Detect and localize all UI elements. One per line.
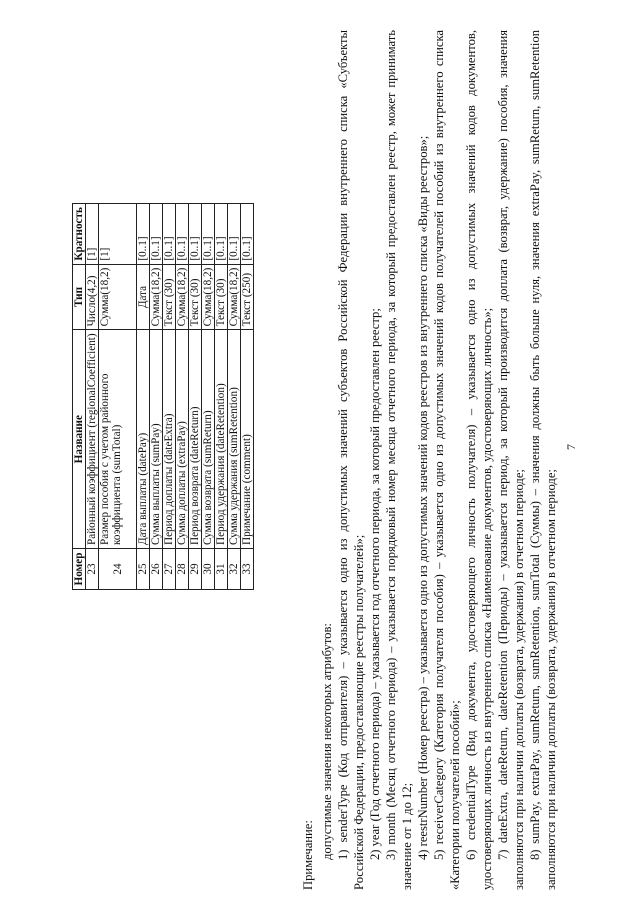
header-number: Номер — [73, 549, 86, 590]
row-number: 23 — [86, 549, 99, 590]
row-multiplicity: [0..1] — [176, 204, 189, 265]
table-row — [163, 204, 176, 590]
row-name: Период возврата (dateReturn) — [189, 330, 202, 549]
table-row — [150, 204, 163, 590]
row-type: Текст (30) — [215, 264, 228, 330]
header-type: Тип — [73, 264, 86, 330]
row-name: Сумма доплаты (extraPay) — [176, 330, 189, 549]
row-type: Текст (250) — [241, 264, 254, 330]
note-item: 5) receiverCategory (Категория получателя пособия) – указывается одно из допустимых значений кодов получателей пособий из внутреннего списка «Категории получателей пособий»; — [432, 30, 462, 890]
row-type: Сумма(18,2) — [99, 264, 137, 330]
row-number: 25 — [137, 549, 150, 590]
row-number: 32 — [228, 549, 241, 590]
header-multiplicity: Кратность — [73, 204, 86, 265]
table-row — [189, 204, 202, 590]
table-header-row — [73, 204, 86, 590]
table-row — [215, 204, 228, 590]
row-name: Дата выплаты (datePay) — [137, 330, 150, 549]
row-name: Районный коэффициент (regionalCoefficient) — [86, 330, 99, 549]
row-type: Сумма(18,2) — [202, 264, 215, 330]
row-multiplicity: [0..1] — [163, 204, 176, 265]
row-multiplicity: [1] — [86, 204, 99, 265]
row-number: 33 — [241, 549, 254, 590]
row-type: Число(4,2) — [86, 264, 99, 330]
row-type: Сумма(18,2) — [150, 264, 163, 330]
row-number: 31 — [215, 549, 228, 590]
row-number: 28 — [176, 549, 189, 590]
table-row — [176, 204, 189, 590]
row-name: Сумма удержания (sumRetention) — [228, 330, 241, 549]
header-name: Название — [73, 330, 86, 549]
row-number: 26 — [150, 549, 163, 590]
note-item: 2) year (Год отчетного периода) – указывается год отчетного периода, за который предоставлен реестр; — [368, 308, 382, 860]
row-multiplicity: [1] — [99, 204, 137, 265]
table-row — [137, 204, 150, 590]
row-type: Сумма(18,2) — [176, 264, 189, 330]
row-type: Сумма(18,2) — [228, 264, 241, 330]
row-multiplicity: [0..1] — [202, 204, 215, 265]
row-multiplicity: [0..1] — [189, 204, 202, 265]
page-number: 7 — [564, 444, 578, 450]
notes-intro: допустимые значения некоторых атрибутов: — [320, 623, 334, 860]
notes-section — [300, 30, 559, 890]
table-row — [228, 204, 241, 590]
row-multiplicity: [0..1] — [150, 204, 163, 265]
row-multiplicity: [0..1] — [137, 204, 150, 265]
row-name: Примечание (comment) — [241, 330, 254, 549]
table-row — [99, 204, 137, 590]
row-multiplicity: [0..1] — [215, 204, 228, 265]
note-item: 3) month (Месяц отчетного периода) – указывается порядковый номер месяца отчетного периода, за который предоставлен реестр, может принимать значение от 1 до 12; — [384, 30, 414, 890]
note-item: 6) credentialType (Вид документа, удостоверяющего личность получателя) – указывается одно из допустимых значений кодов документов, удостоверяющих личность из внутреннего списка «Наименование документов, удостоверяющих личность»; — [464, 30, 494, 890]
notes-title: Примечание: — [301, 820, 315, 890]
table-row — [241, 204, 254, 590]
table-row — [202, 204, 215, 590]
row-name: Период удержания (dateRetention) — [215, 330, 228, 549]
note-item: 7) dateExtra, dateReturn, dateRetention (Периоды) – указывается период, за который производится доплата (возврат, удержание) пособия, значения заполняются при наличии доплаты (возврата, удержания) в отчетном периоде; — [496, 30, 526, 890]
row-number: 24 — [99, 549, 137, 590]
table-row — [86, 204, 99, 590]
row-type: Текст (30) — [163, 264, 176, 330]
note-item: 8) sumPay, extraPay, sumReturn, sumRetention, sumTotal (Суммы) – значения должны быть больше нуля, значения extraPay, sumReturn, sumRetention заполняются при наличии доплаты (возврата, удержания) в отчетном периоде; — [528, 30, 558, 890]
row-multiplicity: [0..1] — [241, 204, 254, 265]
row-name: Размер пособия с учетом районного коэффициента (sumTotal) — [99, 330, 137, 549]
row-multiplicity: [0..1] — [228, 204, 241, 265]
row-type: Дата — [137, 264, 150, 330]
row-type: Текст (30) — [189, 264, 202, 330]
note-item: 1) senderType (Код отправителя) – указывается одно из допустимых значений субъектов Российской Федерации внутреннего списка «Субъекты Российской Федерации, предоставляющие реестры получателей»; — [336, 30, 366, 890]
attributes-table — [72, 203, 254, 590]
note-item: 4) reestrNumber (Номер реестра) – указывается одно из допустимых значений кодов реестров из внутреннего списка «Виды реестров»; — [416, 135, 430, 860]
row-name: Период доплаты (dateExtra) — [163, 330, 176, 549]
row-name: Сумма выплаты (sumPay) — [150, 330, 163, 549]
row-number: 29 — [189, 549, 202, 590]
rotated-page-content — [20, 30, 620, 890]
row-number: 27 — [163, 549, 176, 590]
row-number: 30 — [202, 549, 215, 590]
row-name: Сумма возврата (sumReturn) — [202, 330, 215, 549]
